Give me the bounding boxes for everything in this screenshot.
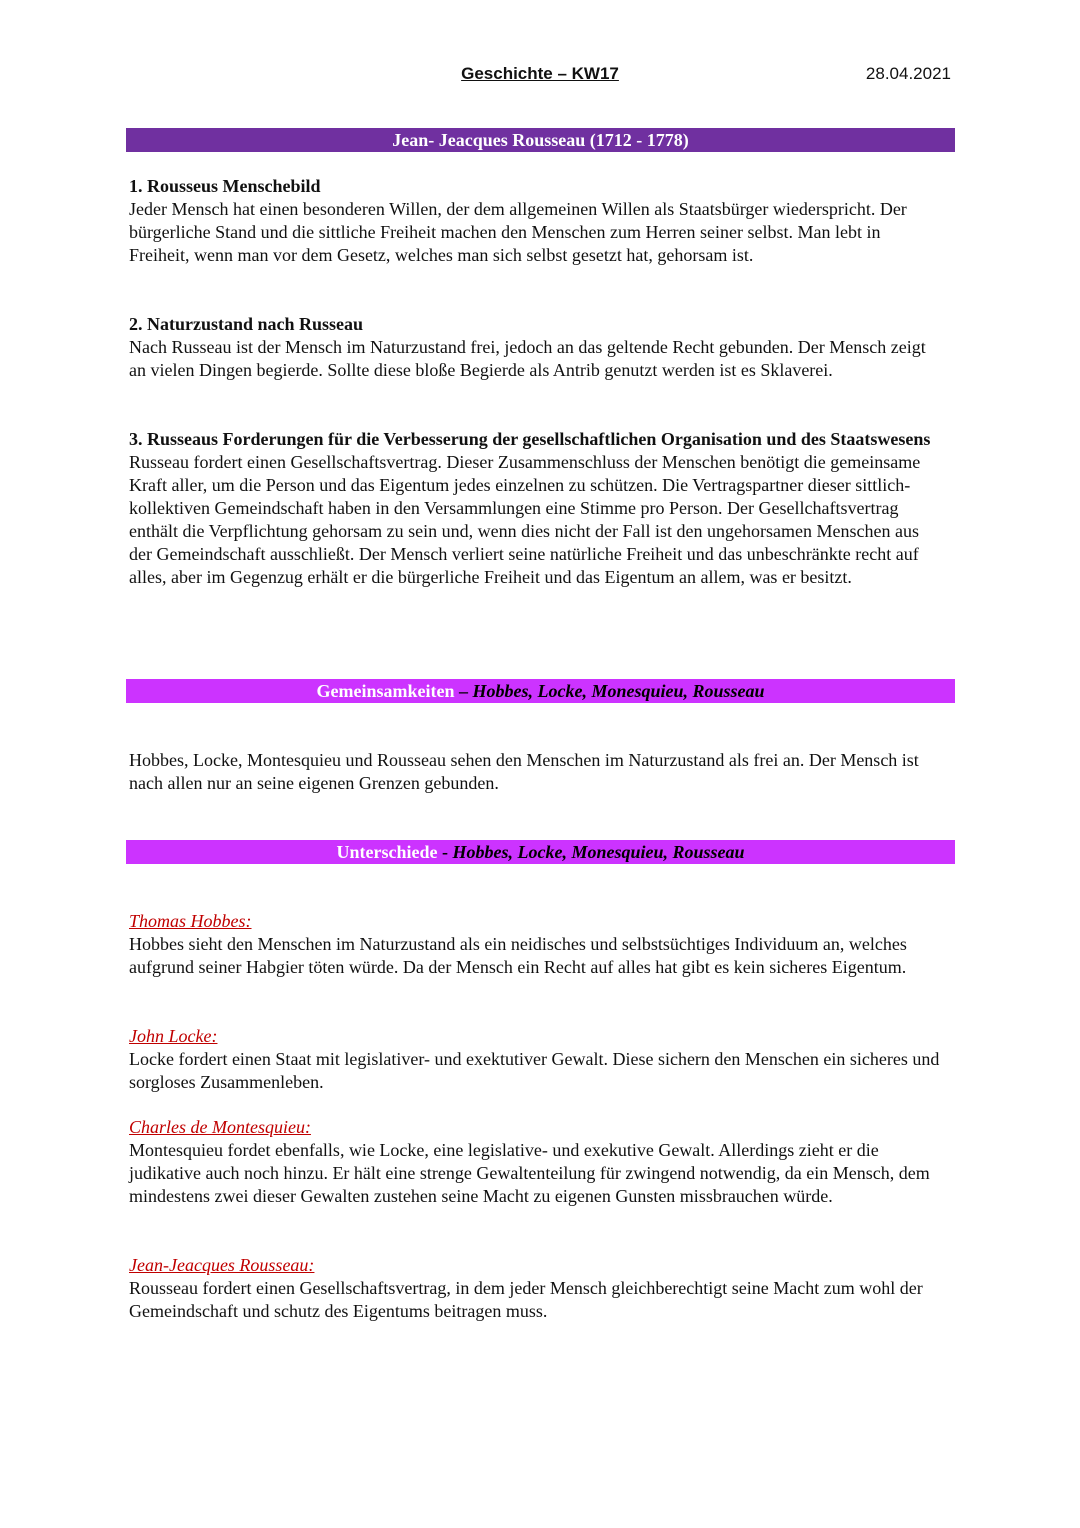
section-forderungen [129,428,944,589]
philosopher-name: Thomas Hobbes: [129,911,252,931]
banner-label: Unterschiede [336,842,438,862]
page-header [0,64,1080,90]
section-naturzustand [129,313,944,382]
philosopher-locke [129,1025,944,1094]
section-title: 3. Russeaus Forderungen für die Verbesserung der gesellschaftlichen Organisation und des Staatswesens [129,429,931,449]
banner-names: Hobbes, Locke, Monesquieu, Rousseau [472,681,765,701]
philosopher-text: Montesquieu fordet ebenfalls, wie Locke, eine legislative- und exekutive Gewalt. Allerdings zieht er die judikative auch noch hinzu. Er hält eine strenge Gewaltenteilung für zwingend notwendig, da ein Mensch, dem mindestens zwei dieser Gewalten zustehen seine Macht zu eigenen Gunsten missbrauchen würde. [129,1140,930,1206]
philosopher-montesquieu [129,1116,944,1208]
banner-label: Gemeinsamkeiten [316,681,455,701]
philosopher-name: Charles de Montesquieu: [129,1117,311,1137]
section-title: 2. Naturzustand nach Russeau [129,314,364,334]
philosopher-text: Locke fordert einen Staat mit legislativer- und exektutiver Gewalt. Diese sichern den Menschen ein sicheres und sorgloses Zusammenleben. [129,1049,940,1092]
philosopher-rousseau [129,1254,944,1323]
section-text: Jeder Mensch hat einen besonderen Willen, der dem allgemeinen Willen als Staatsbürger wiederspricht. Der bürgerliche Stand und die sittliche Freiheit machen den Menschen zum Herren seiner selbst. Man lebt in Freiheit, wenn man vor dem Gesetz, welches man sich selbst gesetzt hat, gehorsam ist. [129,199,907,265]
banner-separator: – [454,681,473,701]
philosopher-name: Jean-Jeacques Rousseau: [129,1255,315,1275]
section-title: 1. Rousseus Menschebild [129,176,321,196]
section-text: Russeau fordert einen Gesellschaftsvertrag. Dieser Zusammenschluss der Menschen benötigt die gemeinsame Kraft aller, um die Person und das Eigentum jedes einzelnen zu schützen. Die Vertragspartner dieser sittlich-kollektiven Gemeindschaft haben in den Versammlungen eine Stimme pro Person. Der Gesellchaftsvertrag enthält die Verpflichtung gehorsam zu sein und, wenn dies nicht der Fall ist den ungehorsamen Menschen aus der Gemeindschaft ausschließt. Der Mensch verliert seine natürliche Freiheit und das unbeschränkte recht auf alles, aber im Gegenzug erhält er die bürgerliche Freiheit und das Eigentum an allem, was er besitzt. [129,452,921,587]
philosopher-name: John Locke: [129,1026,218,1046]
philosopher-text: Rousseau fordert einen Gesellschaftsvertrag, in dem jeder Mensch gleichberechtigt seine Macht zum wohl der Gemeindschaft und schutz des Eigentums beitragen muss. [129,1278,923,1321]
section-menschenbild [129,175,944,267]
page-title: Geschichte – KW17 [461,64,619,83]
banner-names: Hobbes, Locke, Monesquieu, Rousseau [452,842,745,862]
philosopher-hobbes [129,910,944,979]
rousseau-banner: Jean- Jeacques Rousseau (1712 - 1778) [126,128,955,152]
philosopher-text: Hobbes sieht den Menschen im Naturzustand als ein neidisches und selbstsüchtiges Individuum an, welches aufgrund seiner Habgier töten würde. Da der Mensch ein Recht auf alles hat gibt es kein sicheres Eigentum. [129,934,907,977]
section-text: Nach Russeau ist der Mensch im Naturzustand frei, jedoch an das geltende Recht gebunden. Der Mensch zeigt an vielen Dingen begierde. Sollte diese bloße Begierde als Antrib genutzt werden ist es Sklaverei. [129,337,926,380]
banner-separator: - [437,842,453,862]
common-text: Hobbes, Locke, Montesquieu und Rousseau sehen den Menschen im Naturzustand als frei an. Der Mensch ist nach allen nur an seine eigenen Grenzen gebunden. [129,750,919,793]
differences-banner [126,840,955,864]
page-date: 28.04.2021 [865,64,951,83]
common-banner [126,679,955,703]
